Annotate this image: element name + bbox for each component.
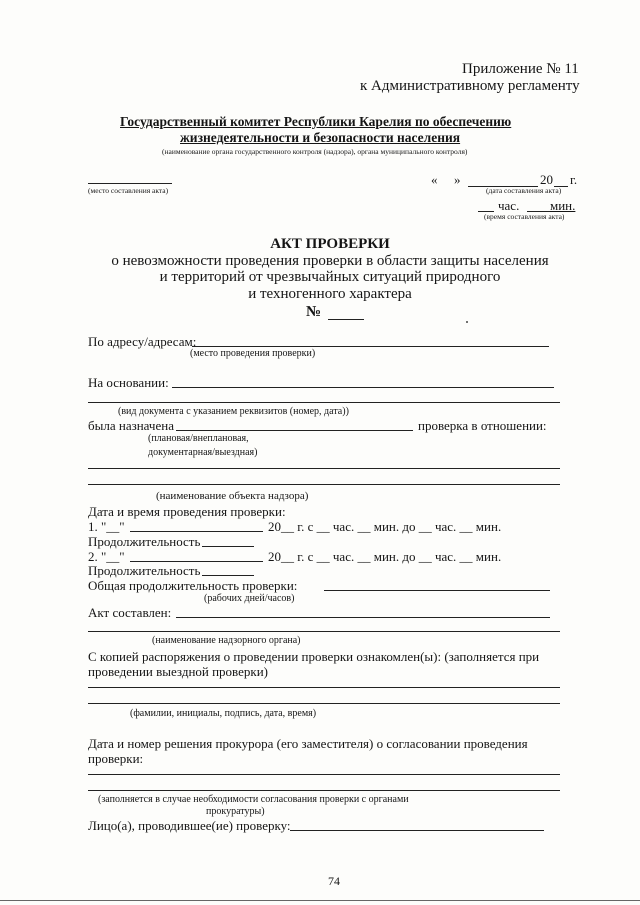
datetime-label: Дата и время проведения проверки: — [88, 504, 286, 519]
prosecutor-text-line2: проверки: — [88, 751, 144, 766]
row1-date-line[interactable] — [130, 531, 263, 532]
object-line-2[interactable] — [88, 484, 560, 485]
total-hint: (рабочих дней/часов) — [204, 593, 295, 604]
place-hint: (место составления акта) — [88, 186, 169, 195]
persons-label: Лицо(а), проводившее(ие) проверку: — [88, 818, 291, 833]
row1-number: 1. "__" — [88, 519, 125, 534]
row2-date-line[interactable] — [130, 561, 263, 562]
scan-edge-line — [0, 900, 640, 901]
duration2-label: Продолжительность — [88, 563, 201, 578]
basis-hint: (вид документа с указанием реквизитов (номер, дата)) — [118, 406, 349, 417]
act-number-line — [328, 319, 364, 320]
date-year-prefix: 20 — [540, 172, 553, 187]
basis-line[interactable] — [172, 387, 554, 388]
row2-time: 20__ г. с __ час. __ мин. до __ час. __ мин. — [268, 549, 502, 564]
place-line — [88, 183, 172, 184]
persons-line[interactable] — [290, 830, 544, 831]
assigned-right-label: проверка в отношении: — [418, 418, 547, 433]
act-subtitle-line2: и территорий от чрезвычайных ситуаций природного — [159, 269, 501, 285]
total-label: Общая продолжительность проверки: — [88, 578, 298, 593]
copy-line-2[interactable] — [88, 703, 560, 704]
regulation-reference: к Административному регламенту — [360, 78, 580, 94]
prosecutor-line-2[interactable] — [88, 790, 560, 791]
time-hint: (время составления акта) — [484, 212, 565, 221]
page-number: 74 — [328, 874, 340, 888]
scan-speck — [466, 321, 468, 323]
object-hint: (наименование объекта надзора) — [156, 490, 309, 502]
date-hint: (дата составления акта) — [486, 186, 562, 195]
org-name-line1: Государственный комитет Республики Карелия по обеспечению — [120, 114, 512, 129]
compiled-line[interactable] — [176, 617, 550, 618]
org-name-hint: (наименование органа государственного контроля (надзора), органа муниципального контроля) — [162, 147, 468, 156]
date-year-suffix: г. — [570, 172, 578, 187]
act-title: АКТ ПРОВЕРКИ — [270, 236, 390, 252]
copy-text-line2: проведении выездной проверки) — [88, 664, 268, 679]
date-quote-open: « — [431, 172, 438, 187]
row1-time: 20__ г. с __ час. __ мин. до __ час. __ мин. — [268, 519, 502, 534]
act-subtitle-line1: о невозможности проведения проверки в области защиты населения — [111, 253, 549, 269]
basis-line-2[interactable] — [88, 402, 560, 403]
assigned-line[interactable] — [176, 430, 413, 431]
object-line-1[interactable] — [88, 468, 560, 469]
total-line[interactable] — [324, 590, 550, 591]
compiled-line-2[interactable] — [88, 631, 560, 632]
act-subtitle-line3: и техногенного характера — [248, 286, 412, 302]
org-name-line2: жизнедеятельности и безопасности населения — [180, 130, 461, 145]
copy-line-1[interactable] — [88, 687, 560, 688]
time-minutes: мин. — [550, 198, 576, 213]
appendix-number: Приложение № 11 — [462, 61, 579, 77]
address-line[interactable] — [192, 346, 549, 347]
date-quote-close: » — [454, 172, 461, 187]
prosecutor-hint-1: (заполняется в случае необходимости согласования проверки с органами — [98, 794, 409, 805]
compiled-label: Акт составлен: — [88, 605, 172, 620]
prosecutor-line-1[interactable] — [88, 774, 560, 775]
address-label: По адресу/адресам: — [88, 334, 197, 349]
duration2-line[interactable] — [202, 575, 254, 576]
act-number-sign: № — [306, 304, 322, 320]
prosecutor-text-line1: Дата и номер решения прокурора (его заместителя) о согласовании проведения — [88, 736, 528, 751]
duration1-line[interactable] — [202, 546, 254, 547]
row2-number: 2. "__" — [88, 549, 125, 564]
copy-text-line1: С копией распоряжения о проведении проверки ознакомлен(ы): (заполняется при — [88, 649, 540, 664]
time-hours: час. — [498, 198, 520, 213]
assigned-hint-1: (плановая/внеплановая, — [148, 433, 249, 444]
compiled-hint: (наименование надзорного органа) — [152, 635, 301, 646]
prosecutor-hint-2: прокуратуры) — [206, 806, 265, 817]
assigned-label: была назначена — [88, 418, 174, 433]
basis-label: На основании: — [88, 375, 169, 390]
assigned-hint-2: документарная/выездная) — [148, 447, 258, 458]
copy-hint: (фамилии, инициалы, подпись, дата, время) — [130, 708, 317, 719]
duration1-label: Продолжительность — [88, 534, 201, 549]
address-hint: (место проведения проверки) — [190, 348, 316, 359]
